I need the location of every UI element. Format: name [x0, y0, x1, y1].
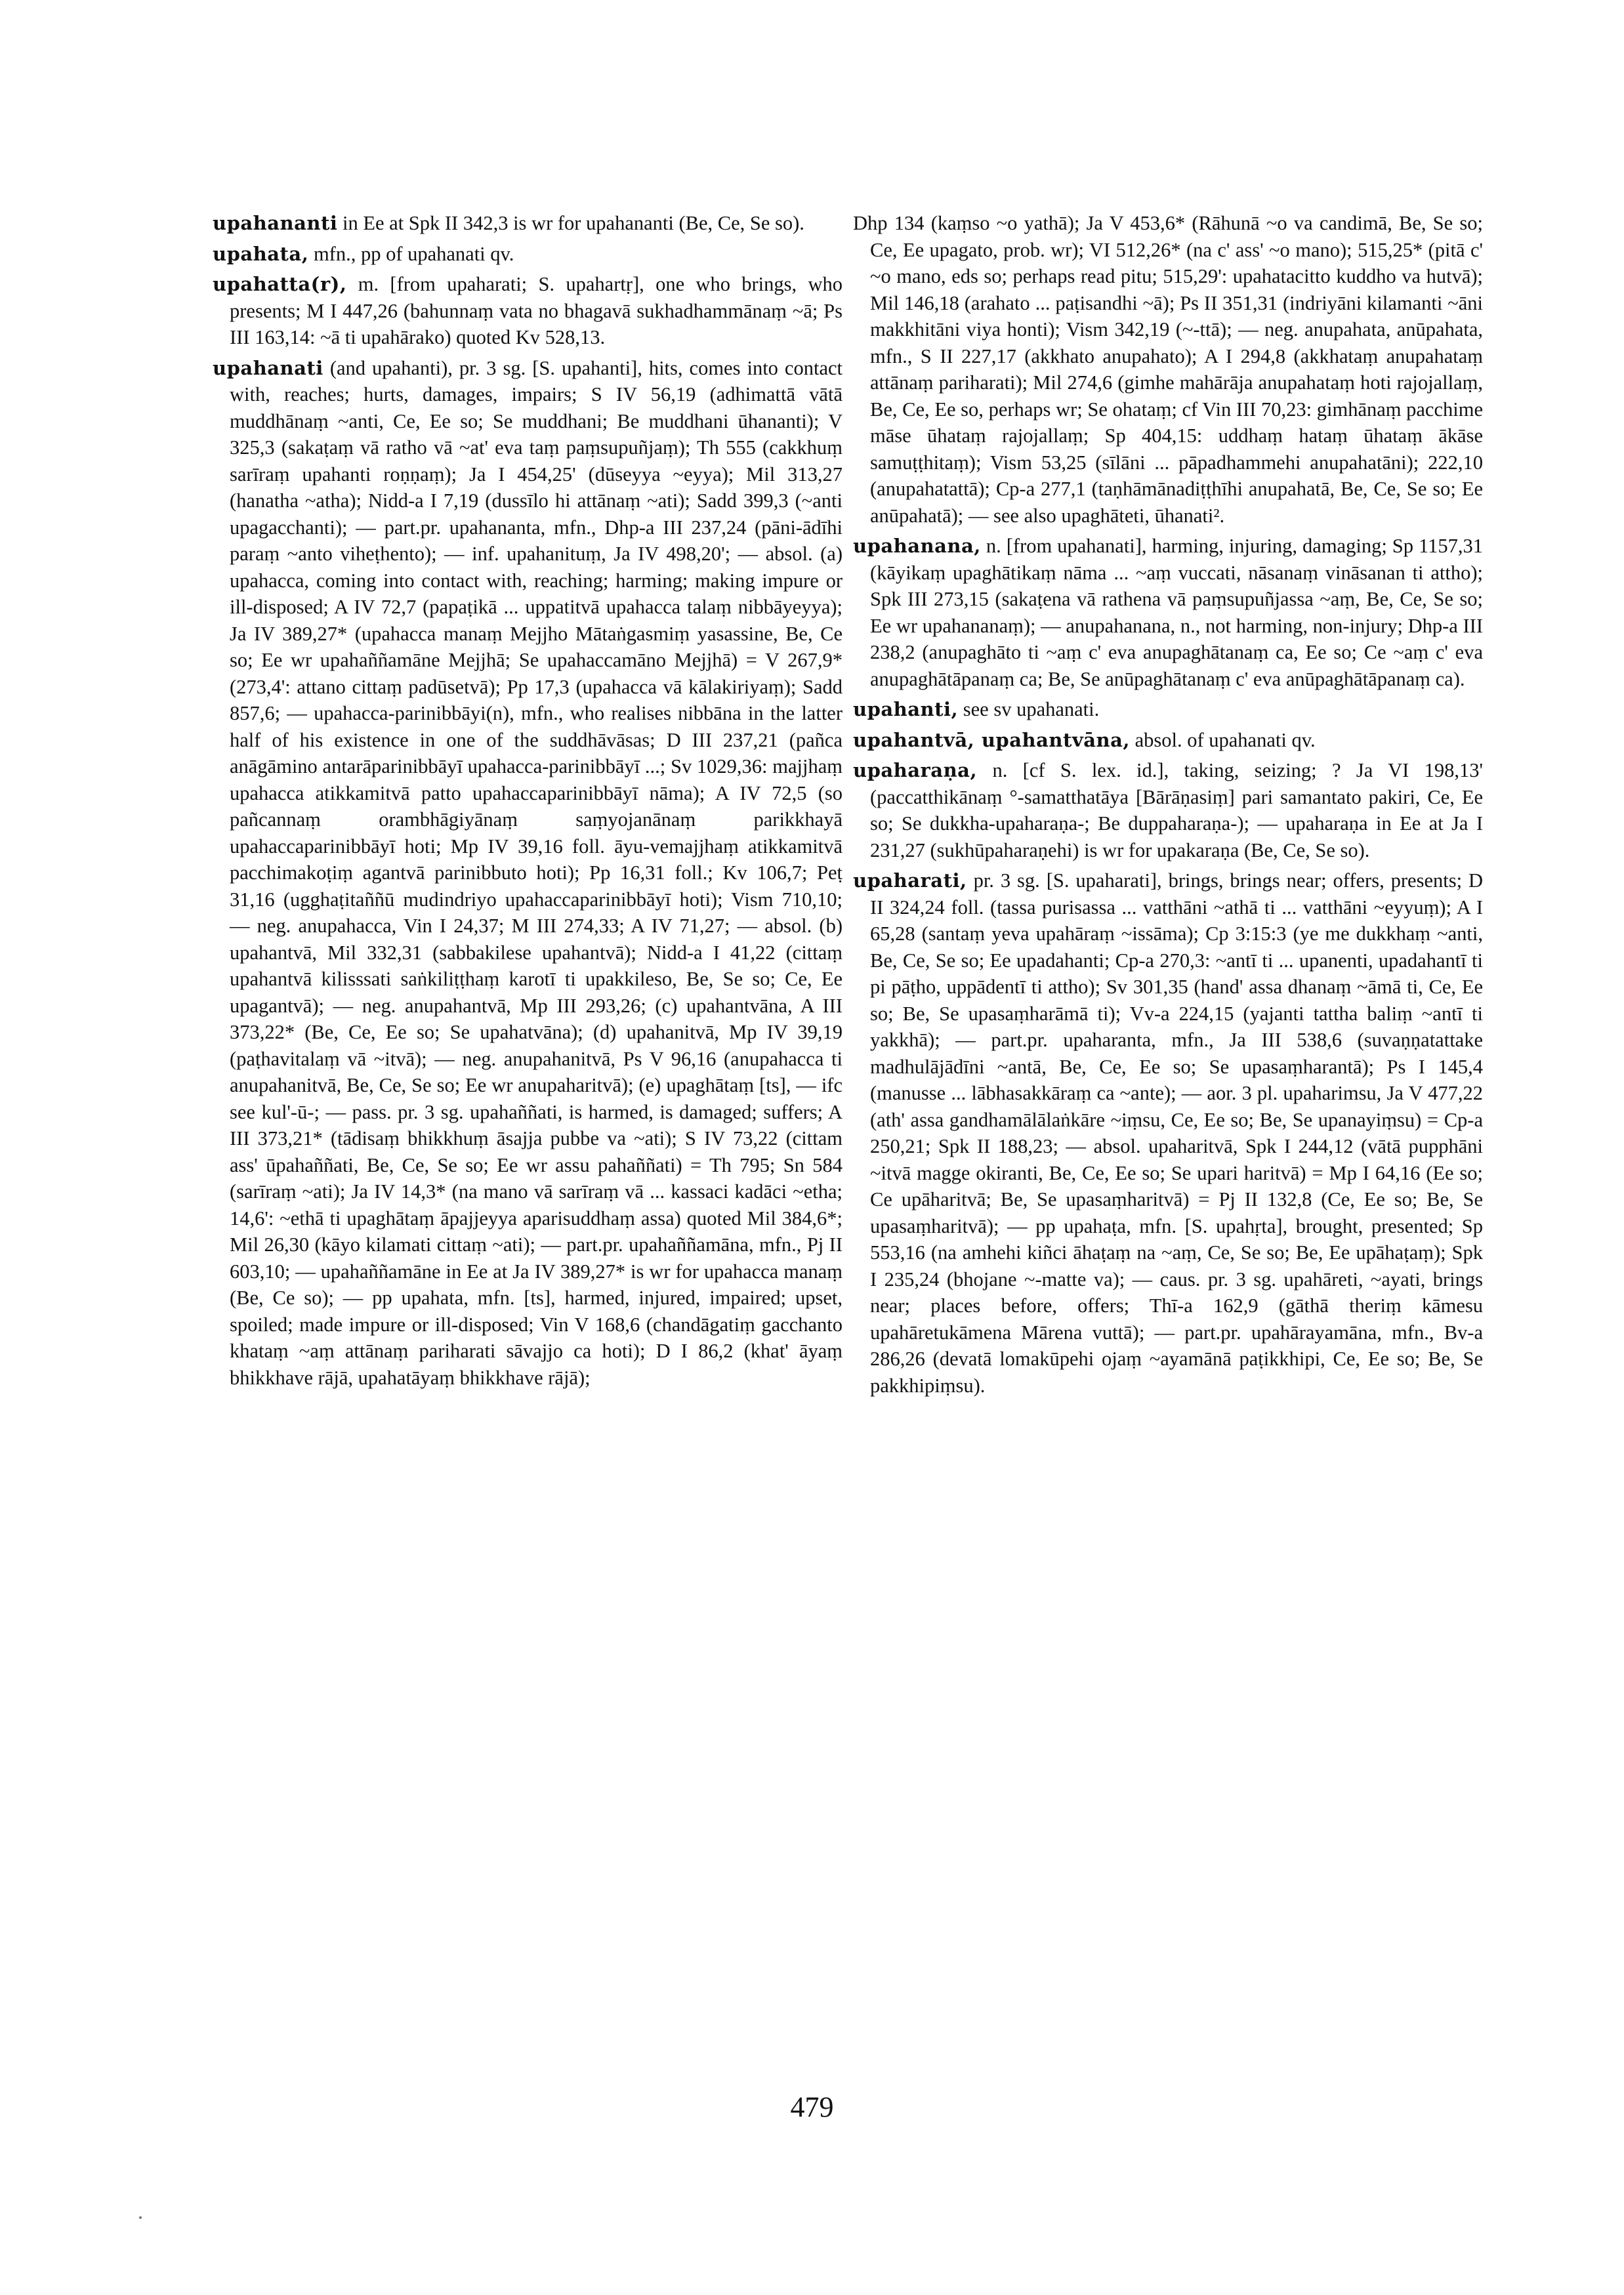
- entry-text: (and upahanti), pr. 3 sg. [S. upahanti], hits, comes into contact with, reaches; hurts, damages, impairs; S IV 56,19 (adhimattā vātā muddhānaṃ ~anti, Ce, Ee so; Se muddhani; Be muddhani ūhananti); V 325,3 (sakaṭaṃ vā ratho vā ~at' eva taṃ paṃsupuñjaṃ); Th 555 (cakkhuṃ sarīraṃ upahanti roṇṇaṃ); Ja I 454,25' (dūseyya ~eyya); Mil 313,27 (hanatha ~atha); Nidd-a I 7,19 (dussīlo hi attānaṃ ~ati); Sadd 399,3 (~anti upagacchanti); — part.pr. upahananta, mfn., Dhp-a III 237,24 (pāni-ādīhi paraṃ ~anto viheṭhento); — inf. upahanituṃ, Ja IV 498,20'; — absol. (a) upahacca, coming into contact with, reaching; harming; making impure or ill-disposed; A IV 72,7 (papaṭikā ... uppatitvā upahacca talaṃ nibbāyeyya); Ja IV 389,27* (upahacca manaṃ Mejjho Mātaṅgasmiṃ yasassine, Be, Ce so; Ee wr upahaññamāne Mejjhā; Se upahaccamāno Mejjhā) = V 267,9* (273,4': attano cittaṃ padūsetvā); Pp 17,3 (upahacca vā kālakiriyaṃ); Sadd 857,6; — upahacca-parinibbāyi(n), mfn., who realises nibbāna in the latter half of his existence in one of the suddhāvāsas; D III 237,21 (pañca anāgāmino antarāparinibbāyī upahacca-parinibbāyī ...; Sv 1029,36: majjhaṃ upahacca atikkamitvā patto upahaccaparinibbāyī nāma); A IV 72,5 (so pañcannaṃ orambhāgiyānaṃ saṃyojanānaṃ parikkhayā upahaccaparinibbāyī hoti; Mp IV 39,16 foll. āyu-vemajjhaṃ atikkamitvā pacchimakoṭiṃ agantvā parinibbuto hoti); Pp 16,31 foll.; Kv 106,7; Peṭ 31,16 (ugghaṭitaññū mudindriyo upahaccaparinibbāyī hoti); Vism 710,10; — neg. anupahacca, Vin I 24,37; M III 274,33; A IV 71,27; — absol. (b) upahantvā, Mil 332,31 (sabbakilese upahantvā); Nidd-a I 41,22 (cittaṃ upahantvā kilisssati saṅkiliṭṭhaṃ karotī ti upakkileso, Be, Se so; Ce, Ee upagantvā); — neg. anupahantvā, Mp III 293,26; (c) upahantvāna, A III 373,22* (Be, Ce, Ee so; Se upahatvāna); (d) upahanitvā, Mp IV 39,19 (paṭhavitalaṃ vā ~itvā); — neg. anupahanitvā, Ps V 96,16 (anupahacca ti anupahanitvā, Be, Ce, Se so; Ee wr anupaharitvā); (e) upaghātaṃ [ts], — ifc see kul'-ū-; — pass. pr. 3 sg. upahaññati, is harmed, is damaged; suffers; A III 373,21* (tādisaṃ bhikkhuṃ āsajja pubbe va ~ati); S IV 73,22 (cittam ass' ūpahaññati, Be, Ce, Se so; Ee wr assu pahaññati) = Th 795; Sn 584 (sarīraṃ ~ati); Ja IV 14,3* (na mano vā sarīraṃ vā ... kassaci kadāci ~etha; 14,6': ~ethā ti upaghātaṃ āpajjeyya aparisuddhaṃ assa) quoted Mil 384,6*; Mil 26,30 (kāyo kilamati cittaṃ ~ati); — part.pr. upahaññamāna, mfn., Pj II 603,10; — upahaññamāne in Ee at Ja IV 389,27* is wr for upahacca manaṃ (Be, Ce so); — pp upahata, mfn. [ts], harmed, injured, impaired; upset, spoiled; made impure or ill-disposed; Vin V 168,6 (chandāgatiṃ gacchanto khataṃ ~aṃ attānaṃ pariharati sāvajjo ca hoti); D I 86,2 (khat' āyaṃ bhikkhave rājā, upahatāyaṃ bhikkhave rājā);: [230, 356, 843, 1389]
- page-number: 479: [790, 2091, 834, 2123]
- headword: upahananti: [213, 212, 338, 234]
- dictionary-entry: [213, 241, 843, 268]
- entry-text: n. [cf S. lex. id.], taking, seizing; ? Ja VI 198,13' (paccatthikānaṃ °-samatthatāya [Bārāṇasiṃ] pari samantato pakiri, Ce, Ee so; Se dukkha-upaharaṇa-; Be duppaharaṇa-); — upaharaṇa in Ee at Ja I 231,27 (sukhūpaharaṇehi) is wr for upakaraṇa (Be, Ce, Se so).: [870, 759, 1483, 861]
- entry-text: in Ee at Spk II 342,3 is wr for upahananti (Be, Ce, Se so).: [343, 212, 804, 234]
- entry-text: m. [from upaharati; S. upahartṛ], one who brings, who presents; M I 447,26 (bahunnaṃ vata no bhagavā sukhadhammānaṃ ~ā; Ps III 163,14: ~ā ti upahārako) quoted Kv 528,13.: [230, 273, 843, 348]
- entry-text: absol. of upahanati qv.: [1135, 728, 1316, 751]
- entry-text: see sv upahanati.: [963, 698, 1100, 720]
- entry-text: pr. 3 sg. [S. upaharati], brings, brings near; offers, presents; D II 324,24 foll. (tassa purisassa ... vatthāni ~athā ti ... vatthāni ~eyyuṃ); A I 65,28 (santaṃ yeva upahāraṃ ~issāma); Cp 3:15:3 (ye me dukkhaṃ ~anti, Be, Ce, Se so; Ee upadahanti; Cp-a 270,3: ~antī ti ... upanenti, upadahantī ti pi pāṭho, uppādentī ti attho); Sv 301,35 (hand' assa dhanaṃ ~āmā ti, Ce, Ee so; Be, Se upasaṃharāmā ti); Vv-a 224,15 (yajanti tattha baliṃ ~antī ti yakkhā); — part.pr. upaharanta, mfn., Ja III 538,6 (suvaṇṇatattake madhulājādīni ~antā, Be, Ce, Ee so; Se upasaṃharantā); Ps I 145,4 (manusse ... lābhasakkāraṃ ca ~ante); — aor. 3 pl. upaharimsu, Ja V 477,22 (ath' assa gandhamālālaṅkāre ~iṃsu, Ce, Ee so; Be, Se upanayiṃsu) = Cp-a 250,21; Spk II 188,23; — absol. upaharitvā, Spk I 244,12 (vātā pupphāni ~itvā magge okiranti, Be, Ce, Ee so; Se upari haritvā) = Mp I 64,16 (Ee so; Ce upāharitvā; Be, Se upasaṃharitvā) = Pj II 132,8 (Ce, Ee so; Be, Se upasaṃharitvā); — pp upahaṭa, mfn. [S. upahṛta], brought, presented; Sp 553,16 (na amhehi kiñci āhaṭaṃ na ~aṃ, Ce, Se so; Be, Ee upāhaṭaṃ); Spk I 235,24 (bhojane ~-matte va); — caus. pr. 3 sg. upahāreti, ~ayati, brings near; places before, offers; Thī-a 162,9 (gāthā theriṃ kāmesu upahāretukāmena Mārena vuttā); — part.pr. upahārayamāna, mfn., Bv-a 286,26 (devatā lomakūpehi ojaṃ ~ayamānā paṭikkhipi, Ce, Ee so; Be, Se pakkhipiṃsu).: [870, 869, 1484, 1397]
- headword: upaharaṇa,: [853, 759, 978, 781]
- entry-text: n. [from upahanati], harming, injuring, damaging; Sp 1157,31 (kāyikaṃ upaghātikaṃ nāma ... ~aṃ vuccati, nāsanaṃ vināsanan ti attho); Spk III 273,15 (sakaṭena vā rathena vā paṃsupuñjassa ~aṃ, Be, Ce, Se so; Ee wr upahananaṃ); — anupahanana, n., not harming, non-injury; Dhp-a III 238,2 (anupaghāto ti ~aṃ c' eva anupaghātanaṃ ca, Ee so; Ce ~aṃ c' eva anupaghātāpanaṃ ca; Be, Se anūpaghātanaṃ c' eva anūpaghātāpanaṃ ca).: [870, 535, 1484, 690]
- scan-speck: [139, 2216, 142, 2219]
- dictionary-entry: [213, 271, 843, 351]
- dictionary-entry-continued: [853, 210, 1483, 529]
- left-column: [213, 210, 843, 1395]
- headword: upahanana,: [853, 535, 981, 557]
- dictionary-entry: [213, 210, 843, 237]
- entry-text: mfn., pp of upahanati qv.: [313, 242, 514, 265]
- dictionary-entry: [853, 533, 1483, 692]
- headword: upaharati,: [853, 869, 967, 892]
- dictionary-entry: [853, 757, 1483, 863]
- headword: upahantvā, upahantvāna,: [853, 728, 1130, 751]
- entry-text: Dhp 134 (kaṃso ~o yathā); Ja V 453,6* (Rāhunā ~o va candimā, Be, Se so; Ce, Ee upagato, prob. wr); VI 512,26* (na c' ass' ~o mano); 515,25* (pitā c' ~o mano, eds so; perhaps read pitu; 515,29': upahatacitto kuddho va hutvā); Mil 146,18 (arahato ... paṭisandhi ~ā); Ps II 351,31 (indriyāni kilamanti ~āni makkhitāni viya honti); Vism 342,19 (~-ttā); — neg. anupahata, anūpahata, mfn., S II 227,17 (akkhato anupahato); A I 294,8 (akkhataṃ anupahataṃ attānaṃ pariharati); Mil 274,6 (gimhe mahārāja anupahataṃ hoti rajojallaṃ, Be, Ce, Ee so, perhaps wr; Se ohataṃ; cf Vin III 70,23: gimhānaṃ pacchime māse ūhataṃ rajojallaṃ; Sp 404,15: uddhaṃ hataṃ ūhataṃ ākāse samuṭṭhitaṃ); Vism 53,25 (sīlāni ... pāpadhammehi anupahatāni); 222,10 (anupahatattā); Cp-a 277,1 (taṇhāmānadiṭṭhīhi anupahatā, Be, Ce, Se so; Ee anūpahatā); — see also upaghāteti, ūhanati².: [853, 212, 1483, 527]
- headword: upahanati: [213, 356, 323, 379]
- dictionary-entry: [853, 696, 1483, 723]
- right-column: [853, 210, 1483, 1403]
- headword: upahanti,: [853, 698, 959, 720]
- headword: upahatta(r),: [213, 273, 347, 295]
- dictionary-entry: [853, 727, 1483, 754]
- headword: upahata,: [213, 242, 309, 265]
- dictionary-entry: [213, 355, 843, 1392]
- dictionary-entry: [853, 867, 1483, 1399]
